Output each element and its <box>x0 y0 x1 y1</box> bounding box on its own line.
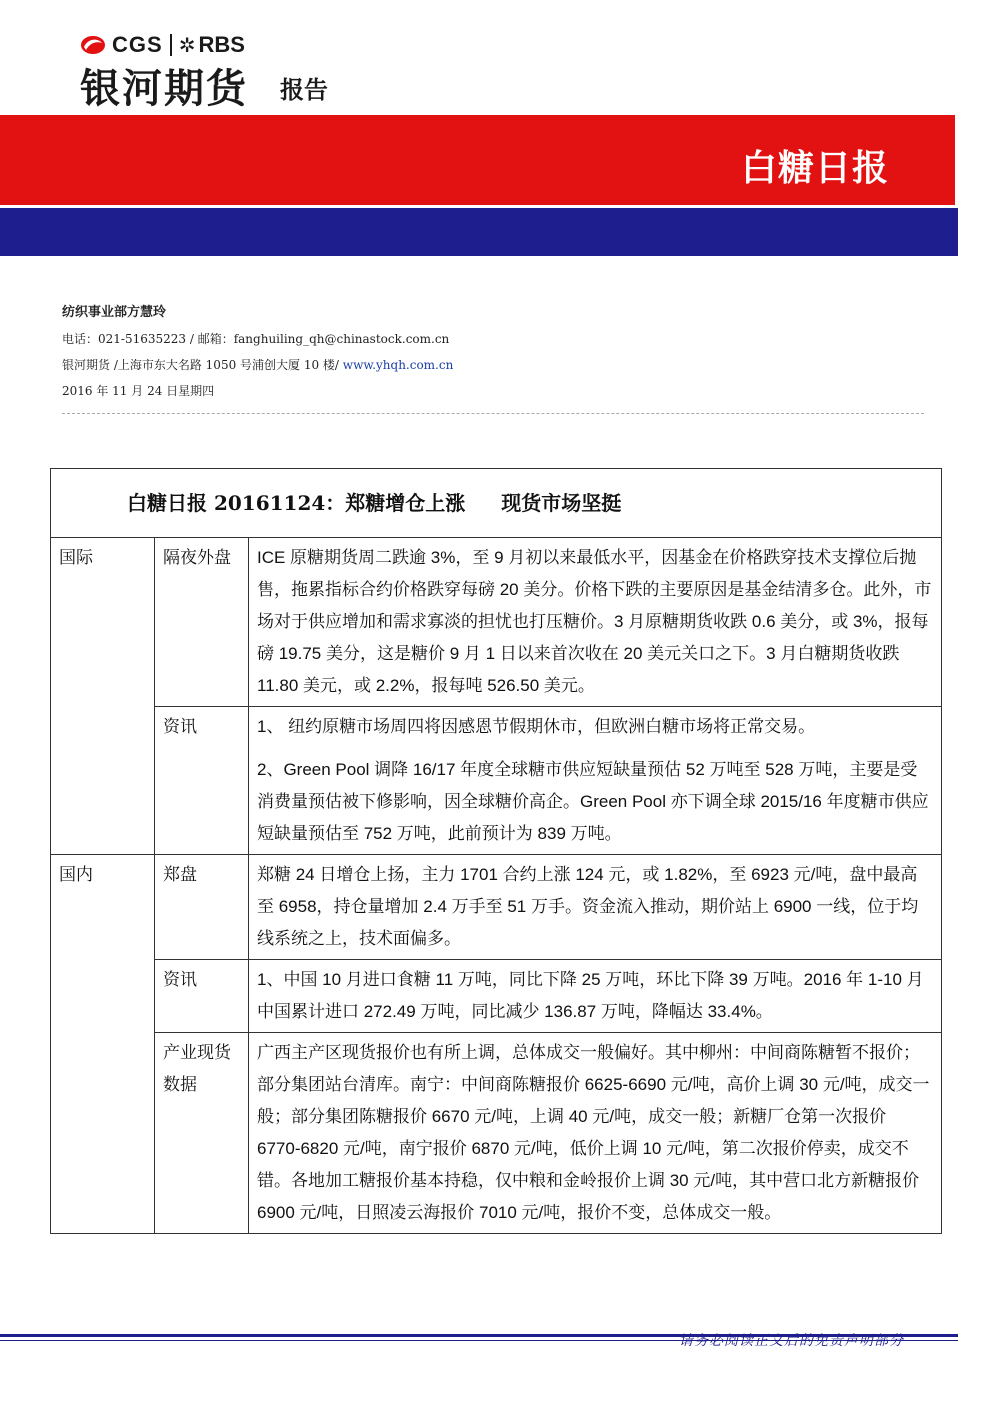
table-row <box>51 538 942 707</box>
content-paragraph: 2、Green Pool 调降 16/17 年度全球糖市供应短缺量预估 52 万吨至 528 万吨，主要是受消费量预估被下修影响，因全球糖价高企。Green Pool 亦下调全球 2015/16 年度糖市供应短缺量预估至 752 万吨，此前预计为 839 万吨。 <box>257 760 929 843</box>
contact-phone-email: 电话：021-51635223 / 邮箱：fanghuiling_qh@chinastock.com.cn <box>62 332 450 346</box>
table-row <box>51 707 942 855</box>
analyst-department: 纺织事业部方慧玲 <box>62 305 167 320</box>
table-row <box>51 855 942 960</box>
title-banner <box>0 115 955 205</box>
logo-rbs-text: RBS <box>198 32 245 57</box>
content-paragraph: 郑糖 24 日增仓上扬，主力 1701 合约上涨 124 元，或 1.82%，至 6923 元/吨，盘中最高至 6958，持仓量增加 2.4 万手至 51 万手。资金流入推动，期价站上 6900 一线，位于均线系统之上，技术面偏多。 <box>257 865 919 948</box>
rbs-daisy-icon: ✲ <box>178 33 196 57</box>
report-type-label: 报告 <box>280 76 328 104</box>
report-heading-sub: 现货市场坚挺 <box>501 491 622 515</box>
table-row <box>51 1033 942 1234</box>
content-paragraph: ICE 原糖期货周二跌逾 3%，至 9 月初以来最低水平，因基金在价格跌穿技术支撑位后抛售，拖累指标合约价格跌穿每磅 20 美分。价格下跌的主要原因是基金结清多仓。此外，市场对于供应增加和需求寡淡的担忧也打压糖价。3 月原糖期货收跌 0.6 美分，或 3%，报每磅 19.75 美分，这是糖价 9 月 1 日以来首次收在 20 美元关口之下。3 月白糖期货收跌 11.80 美元，或 2.2%，报每吨 526.50 美元。 <box>257 548 932 695</box>
dashed-divider <box>62 413 924 414</box>
category-cell: 隔夜外盘 <box>155 538 249 707</box>
region-cell: 国际 <box>51 538 155 855</box>
logo-divider <box>170 34 172 56</box>
content-cell <box>249 960 942 1033</box>
contact-address-line <box>62 352 453 378</box>
report-title: 白糖日报 <box>740 148 889 189</box>
content-paragraph: 1、 纽约原糖市场周四将因感恩节假期休市，但欧洲白糖市场将正常交易。 <box>257 717 816 736</box>
cgs-swirl-icon <box>80 34 106 56</box>
category-cell: 郑盘 <box>155 855 249 960</box>
category-cell: 产业现货数据 <box>155 1033 249 1234</box>
region-cell: 国内 <box>51 855 155 1234</box>
website-link[interactable]: www.yhqh.com.cn <box>342 358 454 372</box>
content-paragraph: 1、中国 10 月进口食糖 11 万吨，同比下降 25 万吨，环比下降 39 万吨。2016 年 1-10 月中国累计进口 272.49 万吨，同比减少 136.87 万吨，降幅达 33.4%。 <box>257 970 924 1021</box>
disclaimer-note: 请务必阅读正文后的免责声明部分 <box>679 1333 904 1349</box>
report-table <box>50 468 942 1234</box>
table-row <box>51 960 942 1033</box>
report-date: 2016 年 11 月 24 日星期四 <box>62 384 215 398</box>
report-heading <box>51 469 942 538</box>
brand-logo <box>80 30 245 60</box>
contact-block <box>62 300 453 404</box>
report-heading-main: 白糖日报 20161124：郑糖增仓上涨 <box>127 491 466 515</box>
category-cell: 资讯 <box>155 960 249 1033</box>
content-paragraph: 广西主产区现货报价也有所上调，总体成交一般偏好。其中柳州：中间商陈糖暂不报价；部分集团站台清库。南宁：中间商陈糖报价 6625-6690 元/吨，高价上调 30 元/吨，成交一般；部分集团陈糖报价 6670 元/吨，上调 40 元/吨，成交一般；新糖厂仓第一次报价 6770-6820 元/吨，南宁报价 6870 元/吨，低价上调 10 元/吨，第二次报价停卖，成交不错。各地加工糖报价基本持稳，仅中粮和金岭报价上调 30 元/吨，其中营口北方新糖报价 6900 元/吨，日照凌云海报价 7010 元/吨，报价不变，总体成交一般。 <box>257 1043 930 1222</box>
logo-cgs-text: CGS <box>112 32 163 57</box>
company-name: 银河期货 <box>80 66 248 112</box>
blue-banner <box>0 208 958 256</box>
category-cell: 资讯 <box>155 707 249 855</box>
content-cell <box>249 707 942 855</box>
report-heading-row <box>51 469 942 538</box>
content-cell <box>249 538 942 707</box>
content-cell <box>249 1033 942 1234</box>
content-cell <box>249 855 942 960</box>
contact-address: 银河期货 /上海市东大名路 1050 号浦创大厦 10 楼/ <box>62 358 343 372</box>
